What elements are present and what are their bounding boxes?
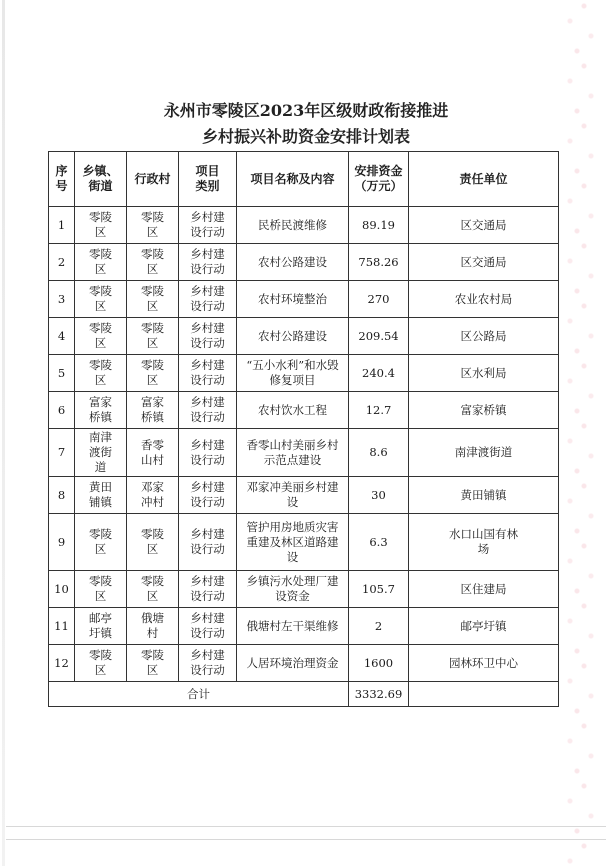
cell-category (179, 608, 237, 645)
cell-project-text: 农村环境整治 (258, 291, 327, 306)
table-row (49, 645, 559, 682)
header-seq: 序号 (49, 152, 75, 207)
cell-seq-text: 7 (57, 445, 66, 459)
cell-seq (49, 244, 75, 281)
cell-category-text: 乡村建设行动 (190, 358, 225, 387)
cell-project (237, 514, 349, 571)
cell-funds (349, 318, 409, 355)
cell-seq-text: 9 (57, 534, 66, 549)
cell-unit-text: 区水利局 (460, 365, 507, 380)
total-label: 合计 (49, 682, 349, 707)
cell-funds (349, 392, 409, 429)
cell-town-text: 富家桥镇 (89, 395, 112, 424)
total-funds: 3332.69 (349, 682, 409, 707)
cell-category-text: 乡村建设行动 (190, 611, 225, 640)
cell-unit (409, 318, 559, 355)
cell-village (127, 244, 179, 281)
cell-funds (349, 281, 409, 318)
cell-project-text: “五小水利”和水毁修复项目 (246, 358, 339, 387)
cell-project-text: 农村公路建设 (258, 328, 327, 343)
cell-funds-text: 89.19 (362, 217, 395, 232)
cell-category-text: 乡村建设行动 (190, 395, 225, 424)
cell-seq (49, 477, 75, 514)
cell-seq-text: 2 (57, 254, 66, 269)
title-line-1: 永州市零陵区2023年区级财政衔接推进 (163, 101, 449, 120)
cell-unit (409, 477, 559, 514)
cell-funds-text: 30 (371, 487, 386, 502)
cell-unit-text: 黄田铺镇 (460, 487, 507, 502)
header-unit: 责任单位 (409, 152, 559, 207)
cell-category (179, 514, 237, 571)
cell-village-text: 零陵区 (141, 247, 164, 276)
cell-town-text: 零陵区 (89, 210, 112, 239)
cell-funds-text: 270 (367, 291, 390, 306)
cell-town-text: 南津渡街道 (89, 430, 112, 474)
cell-village-text: 零陵区 (141, 358, 164, 387)
table-row (49, 514, 559, 571)
table-row (49, 355, 559, 392)
funding-plan-table (48, 151, 559, 707)
cell-unit-text: 农业农村局 (454, 291, 513, 306)
cell-funds-text: 8.6 (369, 445, 388, 459)
cell-category-text: 乡村建设行动 (190, 527, 225, 556)
table-row (49, 608, 559, 645)
cell-seq-text: 11 (54, 618, 69, 633)
cell-seq (49, 571, 75, 608)
cell-project (237, 645, 349, 682)
cell-village-text: 零陵区 (141, 321, 164, 350)
cell-category (179, 318, 237, 355)
cell-category (179, 645, 237, 682)
cell-seq (49, 429, 75, 477)
cell-town (75, 514, 127, 571)
cell-funds-text: 12.7 (365, 402, 392, 417)
cell-town-text: 零陵区 (89, 574, 112, 603)
cell-project-text: 香零山村美丽乡村示范点建设 (246, 437, 339, 467)
cell-project (237, 392, 349, 429)
cell-seq-text: 8 (57, 487, 66, 502)
cell-project (237, 429, 349, 477)
cell-town-text: 零陵区 (89, 284, 112, 313)
cell-category-text: 乡村建设行动 (190, 210, 225, 239)
cell-village (127, 514, 179, 571)
header-project: 项目名称及内容 (237, 152, 349, 207)
cell-unit (409, 244, 559, 281)
cell-town (75, 477, 127, 514)
cell-funds (349, 645, 409, 682)
cell-town (75, 207, 127, 244)
cell-project (237, 355, 349, 392)
cell-town-text: 零陵区 (89, 321, 112, 350)
table-row (49, 207, 559, 244)
document-title (0, 98, 612, 150)
cell-village (127, 392, 179, 429)
cell-funds (349, 244, 409, 281)
cell-funds-text: 758.26 (358, 254, 399, 269)
cell-seq (49, 355, 75, 392)
cell-seq (49, 281, 75, 318)
cell-funds-text: 1600 (363, 655, 394, 670)
cell-seq-text: 1 (57, 217, 66, 232)
cell-town (75, 429, 127, 477)
total-unit (409, 682, 559, 707)
cell-unit (409, 608, 559, 645)
table-row (49, 318, 559, 355)
table-row (49, 477, 559, 514)
cell-seq-text: 5 (57, 365, 66, 380)
scan-edge-bottom (6, 826, 606, 840)
cell-funds (349, 207, 409, 244)
cell-village-text: 零陵区 (141, 210, 164, 239)
cell-category (179, 207, 237, 244)
cell-town-text: 黄田铺镇 (89, 480, 112, 509)
cell-funds-text: 209.54 (358, 328, 399, 343)
cell-town (75, 281, 127, 318)
cell-unit-text: 邮亭圩镇 (460, 618, 507, 633)
cell-unit-text: 区公路局 (460, 328, 507, 343)
cell-category (179, 429, 237, 477)
cell-project (237, 244, 349, 281)
cell-unit (409, 514, 559, 571)
cell-town (75, 571, 127, 608)
cell-village-text: 零陵区 (141, 284, 164, 313)
cell-village (127, 571, 179, 608)
cell-seq-text: 6 (57, 402, 66, 417)
cell-unit (409, 571, 559, 608)
header-category: 项目类别 (179, 152, 237, 207)
table-row (49, 571, 559, 608)
cell-category (179, 355, 237, 392)
cell-unit-text: 水口山国有林场 (449, 527, 518, 556)
cell-village (127, 645, 179, 682)
cell-project-text: 农村公路建设 (258, 254, 327, 269)
cell-unit-text: 区交通局 (460, 254, 507, 269)
title-line-2: 乡村振兴补助资金安排计划表 (201, 127, 410, 146)
cell-village (127, 318, 179, 355)
cell-category (179, 281, 237, 318)
header-village: 行政村 (127, 152, 179, 207)
cell-unit-text: 南津渡街道 (454, 445, 513, 459)
header-town: 乡镇、街道 (75, 152, 127, 207)
cell-funds (349, 477, 409, 514)
cell-town (75, 608, 127, 645)
cell-seq (49, 645, 75, 682)
cell-project-text: 农村饮水工程 (258, 402, 327, 417)
cell-village-text: 零陵区 (141, 527, 164, 556)
cell-project (237, 318, 349, 355)
cell-project (237, 207, 349, 244)
cell-funds (349, 514, 409, 571)
cell-town (75, 645, 127, 682)
cell-project-text: 邓家冲美丽乡村建设 (246, 480, 339, 509)
cell-unit (409, 281, 559, 318)
cell-village (127, 355, 179, 392)
cell-category-text: 乡村建设行动 (190, 574, 225, 603)
cell-town-text: 零陵区 (89, 527, 112, 556)
cell-funds-text: 2 (374, 618, 383, 633)
cell-category (179, 244, 237, 281)
table-total-row (49, 682, 559, 707)
cell-village-text: 富家桥镇 (141, 395, 164, 424)
cell-unit (409, 645, 559, 682)
cell-unit-text: 区交通局 (460, 217, 507, 232)
cell-project-text: 人居环境治理资金 (246, 655, 339, 670)
cell-village (127, 207, 179, 244)
cell-category-text: 乡村建设行动 (190, 284, 225, 313)
cell-town-text: 零陵区 (89, 648, 112, 677)
cell-seq-text: 4 (57, 328, 66, 343)
table-row (49, 429, 559, 477)
cell-village (127, 477, 179, 514)
cell-seq (49, 392, 75, 429)
cell-funds-text: 6.3 (369, 534, 388, 549)
cell-project-text: 俄塘村左干渠维修 (246, 618, 339, 633)
cell-village-text: 零陵区 (141, 574, 164, 603)
cell-seq (49, 514, 75, 571)
cell-unit-text: 区住建局 (460, 581, 507, 596)
cell-funds (349, 429, 409, 477)
cell-category (179, 571, 237, 608)
cell-seq-text: 3 (57, 291, 66, 306)
cell-category-text: 乡村建设行动 (190, 480, 225, 509)
cell-village (127, 429, 179, 477)
cell-seq-text: 10 (54, 581, 69, 596)
cell-project (237, 608, 349, 645)
cell-category-text: 乡村建设行动 (190, 321, 225, 350)
cell-project-text: 乡镇污水处理厂建设资金 (246, 574, 339, 603)
table-header-row (49, 152, 559, 207)
cell-funds-text: 240.4 (362, 365, 395, 380)
cell-village-text: 香零山村 (141, 437, 164, 467)
cell-funds (349, 608, 409, 645)
cell-seq (49, 608, 75, 645)
cell-village-text: 邓家冲村 (141, 480, 164, 509)
cell-unit-text: 富家桥镇 (460, 402, 507, 417)
cell-funds (349, 571, 409, 608)
cell-unit-text: 园林环卫中心 (449, 655, 518, 670)
table-row (49, 281, 559, 318)
cell-town-text: 邮亭圩镇 (89, 611, 112, 640)
cell-project-text: 民桥民渡维修 (258, 217, 327, 232)
cell-unit (409, 207, 559, 244)
cell-town-text: 零陵区 (89, 358, 112, 387)
cell-town (75, 355, 127, 392)
cell-unit (409, 392, 559, 429)
table-row (49, 244, 559, 281)
cell-project (237, 281, 349, 318)
cell-seq (49, 318, 75, 355)
cell-funds (349, 355, 409, 392)
cell-village-text: 零陵区 (141, 648, 164, 677)
cell-village-text: 俄塘村 (141, 611, 164, 640)
cell-town (75, 392, 127, 429)
cell-village (127, 608, 179, 645)
cell-project (237, 477, 349, 514)
cell-category-text: 乡村建设行动 (190, 437, 225, 467)
cell-category-text: 乡村建设行动 (190, 247, 225, 276)
cell-category (179, 392, 237, 429)
cell-town (75, 244, 127, 281)
table-row (49, 392, 559, 429)
cell-unit (409, 429, 559, 477)
cell-category (179, 477, 237, 514)
cell-unit (409, 355, 559, 392)
cell-village (127, 281, 179, 318)
cell-project (237, 571, 349, 608)
cell-town-text: 零陵区 (89, 247, 112, 276)
cell-project-text: 管护用房地质灾害重建及林区道路建设 (246, 519, 339, 564)
cell-seq (49, 207, 75, 244)
cell-seq-text: 12 (54, 655, 69, 670)
cell-funds-text: 105.7 (362, 581, 395, 596)
cell-category-text: 乡村建设行动 (190, 648, 225, 677)
cell-town (75, 318, 127, 355)
header-funds: 安排资金（万元） (349, 152, 409, 207)
